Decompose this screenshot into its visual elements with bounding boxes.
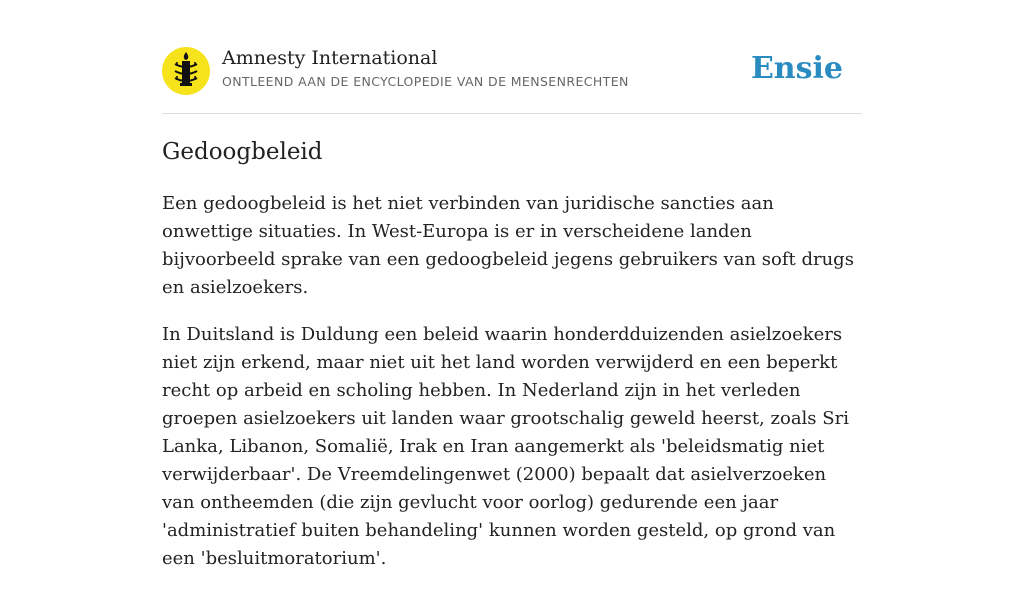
org-name[interactable]: Amnesty International xyxy=(222,47,438,69)
article-title: Gedoogbeleid xyxy=(162,139,323,165)
ensie-logo-link[interactable]: Ensie xyxy=(750,51,843,86)
org-subtitle: ONTLEEND AAN DE ENCYCLOPEDIE VAN DE MENSENRECHTEN xyxy=(222,74,629,89)
article-paragraph: Een gedoogbeleid is het niet verbinden van juridische sancties aan onwettige situaties. In West-Europa is er in verscheidene landen bijvoorbeeld sprake van een gedoogbeleid jegens gebruikers van soft drugs en asielzoekers. xyxy=(162,193,854,298)
article-body xyxy=(162,190,862,592)
header xyxy=(162,0,862,114)
article-paragraph: In Duitsland is Duldung een beleid waarin honderdduizenden asielzoekers niet zijn erkend, maar niet uit het land worden verwijderd en een beperkt recht op arbeid en scholing hebben. In Nederland zijn in het verleden groepen asielzoekers uit landen waar grootschalig geweld heerst, zoals Sri Lanka, Libanon, Somalië, Irak en Iran aangemerkt als 'beleidsmatig niet verwijderbaar'. De Vreemdelingenwet (2000) bepaalt dat asielverzoeken van ontheemden (die zijn gevlucht voor oorlog) gedurende een jaar 'administratief buiten behandeling' kunnen worden gesteld, op grond van een 'besluitmoratorium'. xyxy=(162,324,849,569)
amnesty-candle-icon[interactable] xyxy=(162,47,210,95)
content-container xyxy=(162,0,862,569)
